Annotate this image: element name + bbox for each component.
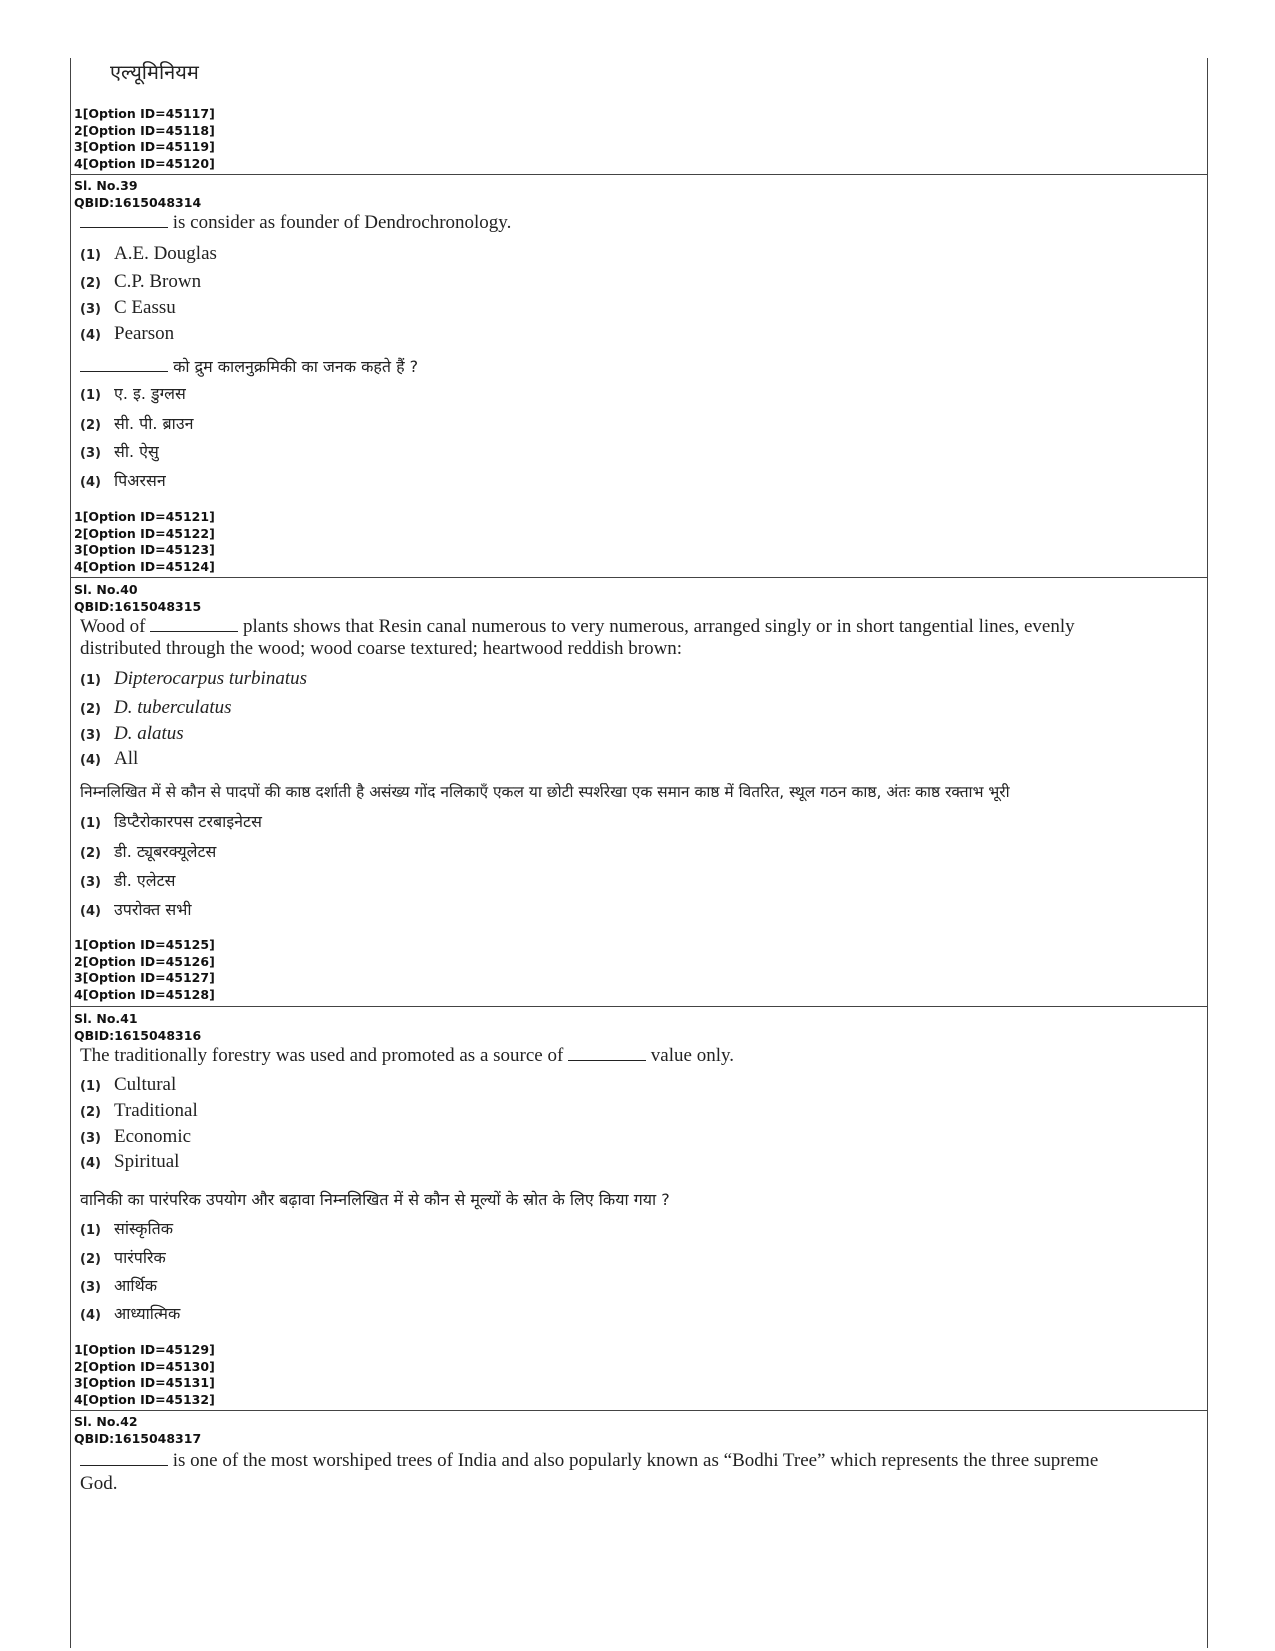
option-en-4: (4) Pearson <box>80 323 175 344</box>
option-hi-3: (3) सी. ऐसु <box>80 442 159 461</box>
option-hi-2: (2) सी. पी. ब्राउन <box>80 414 194 433</box>
option-id: 2[Option ID=45122] <box>74 525 215 541</box>
answer-blank <box>150 617 238 632</box>
question-text-en: is one of the most worshiped trees of India and also popularly known as “Bodhi Tree” which represents the three supreme God. <box>80 1450 1099 1494</box>
option-en-2: (2) C.P. Brown <box>80 271 202 292</box>
answer-blank <box>80 357 168 372</box>
option-id-list <box>70 106 1212 172</box>
option-id: 4[Option ID=45124] <box>74 558 215 574</box>
question-header <box>70 1414 1212 1447</box>
qbid: QBID:1615048316 <box>74 1027 202 1043</box>
option-id: 4[Option ID=45120] <box>74 155 215 171</box>
option-id-list <box>70 509 1212 575</box>
divider <box>70 1006 1208 1007</box>
option-id: 1[Option ID=45121] <box>74 509 215 524</box>
qbid: QBID:1615048315 <box>74 598 202 614</box>
option-en-4: (4) Spiritual <box>80 1151 180 1172</box>
option-id: 1[Option ID=45117] <box>74 106 215 121</box>
question-text-hi: वानिकी का पारंपरिक उपयोग और बढ़ावा निम्नलिखित में से कौन से मूल्यों के स्रोत के लिए किया गया ? <box>80 1190 670 1209</box>
option-id: 1[Option ID=45129] <box>74 1342 215 1357</box>
hindi-option-4: एल्यूमिनियम <box>110 60 199 84</box>
option-en-1: (1) Dipterocarpus turbinatus <box>80 668 307 689</box>
option-en-3: (3) C Eassu <box>80 297 176 318</box>
option-id: 4[Option ID=45128] <box>74 986 215 1002</box>
option-en-3: (3) D. alatus <box>80 723 184 744</box>
serial-number: Sl. No.39 <box>74 178 138 193</box>
option-id: 2[Option ID=45130] <box>74 1358 215 1374</box>
option-en-2: (2) D. tuberculatus <box>80 697 232 718</box>
option-hi-4: (4) आध्यात्मिक <box>80 1304 181 1323</box>
option-id: 4[Option ID=45132] <box>74 1391 215 1407</box>
option-id-list <box>70 1342 1212 1408</box>
question-text-en: is consider as founder of Dendrochronology. <box>80 212 1190 234</box>
question-text-en: Wood of plants shows that Resin canal numerous to very numerous, arranged singly or in short tangential lines, evenly distributed through the wood; wood coarse textured; heartwood reddish brown: <box>80 616 1075 659</box>
option-id: 3[Option ID=45119] <box>74 139 215 155</box>
option-hi-1: (1) सांस्कृतिक <box>80 1219 174 1238</box>
option-hi-1: (1) डिप्टैरोकारपस टरबाइनेटस <box>80 812 262 831</box>
answer-blank <box>568 1046 646 1061</box>
option-en-3: (3) Economic <box>80 1126 192 1147</box>
option-id: 3[Option ID=45127] <box>74 970 215 986</box>
option-id: 1[Option ID=45125] <box>74 937 215 952</box>
question-header <box>70 1011 1212 1044</box>
qbid: QBID:1615048314 <box>74 194 202 210</box>
question-header <box>70 178 1212 211</box>
option-hi-4: (4) पिअरसन <box>80 471 166 490</box>
option-id: 3[Option ID=45131] <box>74 1375 215 1391</box>
serial-number: Sl. No.41 <box>74 1011 138 1026</box>
option-id: 2[Option ID=45118] <box>74 122 215 138</box>
option-hi-1: (1) ए. इ. डुग्लस <box>80 384 186 403</box>
divider <box>70 174 1208 175</box>
option-en-1: (1) A.E. Douglas <box>80 243 217 264</box>
option-en-4: (4) All <box>80 748 139 769</box>
serial-number: Sl. No.40 <box>74 582 138 597</box>
divider <box>70 1410 1208 1411</box>
question-text-en: The traditionally forestry was used and promoted as a source of value only. <box>80 1045 734 1066</box>
question-text-hi: निम्नलिखित में से कौन से पादपों की काष्ठ दर्शाती है असंख्य गोंद नलिकाएँ एकल या छोटी स्पर्शरेखा एक समान काष्ठ में वितरित, स्थूल गठन काष्ठ, अंतः काष्ठ रक्ताभ भूरी <box>80 783 1010 801</box>
qbid: QBID:1615048317 <box>74 1430 202 1446</box>
divider <box>70 577 1208 578</box>
serial-number: Sl. No.42 <box>74 1414 138 1429</box>
option-hi-3: (3) डी. एलेटस <box>80 871 176 890</box>
answer-blank <box>80 213 168 228</box>
option-en-1: (1) Cultural <box>80 1074 177 1095</box>
option-hi-4: (4) उपरोक्त सभी <box>80 900 192 919</box>
option-id: 3[Option ID=45123] <box>74 542 215 558</box>
question-text-hi: को द्रुम कालनुक्रमिकी का जनक कहते हैं ? <box>80 355 1190 377</box>
option-id-list <box>70 937 1212 1003</box>
answer-blank <box>80 1451 168 1466</box>
option-id: 2[Option ID=45126] <box>74 953 215 969</box>
option-hi-3: (3) आर्थिक <box>80 1276 158 1295</box>
option-en-2: (2) Traditional <box>80 1100 198 1121</box>
option-hi-2: (2) पारंपरिक <box>80 1248 166 1267</box>
option-hi-2: (2) डी. ट्यूबरक्यूलेटस <box>80 842 217 861</box>
question-header <box>70 582 1212 615</box>
